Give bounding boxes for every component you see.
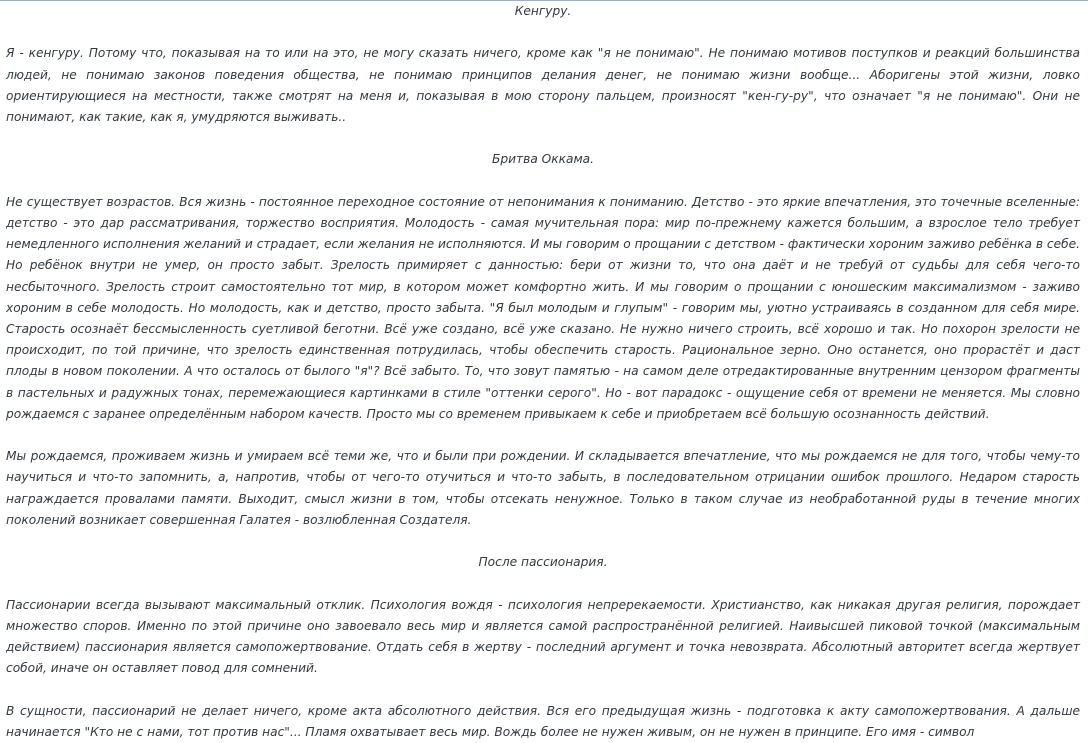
- section-heading-occam: Бритва Оккама.: [492, 152, 594, 167]
- paragraph-passionary-2: В сущности, пассионарий не делает ничего, кроме акта абсолютного действия. Вся его предыдущая жизнь - подготовка к акту самопожертвования. А дальше начинается "Кто не с нами, тот против нас"... Пламя охватывает весь мир. Вождь более не нужен живым, он не нужен в принципе. Его имя - символ: [6, 703, 1080, 739]
- spacer: [6, 679, 1080, 700]
- section-heading-kangaroo: Кенгуру.: [514, 4, 572, 18]
- paragraph-occam-1: Не существует возрастов. Вся жизнь - постоянное переходное состояние от непонимания к пониманию. Детство - это яркие впечатления, это точечные вселенные: детство - это дар рассматривания, торжество восприятия. Молодость - самая мучительная пора: мир по-прежнему кажется большим, а взрослое тело требует немедленного исполнения желаний и страдает, если желания не исполняются. И мы говорим о прощании с детством - фактически хороним заживо ребёнка в себе. Но ребёнок внутри не умер, он просто забыт. Зрелость примиряет с данностью: бери от жизни то, что она даёт и не требуй от судьбы для себя чего-то несбыточного. Зрелость строит самостоятельно тот мир, в котором может комфортно жить. И мы говорим о прощании с юношеским максимализмом - заживо хороним в себе молодость. Но молодость, как и детство, просто забыта. "Я был молодым и глупым" - говорим мы, уютно устраиваясь в созданном для себя мире. Старость осознаёт бессмысленность суетливой беготни. Всё уже создано, всё уже сказано. Не нужно ничего строить, всё хорошо и так. Но похорон зрелости не происходит, по той причине, что зрелость единственная потрудилась, чтобы обеспечить старость. Рациональное зерно. Оно останется, оно прорастёт и даст плоды в новом поколении. А что осталось от былого "я"? Всё забыто. То, что зовут памятью - на самом деле отредактированные внутренним цензором фрагменты в пастельных и радужных тонах, перемежающиеся картинками в стиле "оттенки серого". Но - вот парадокс - ощущение себя от времени не меняется. Мы словно рождаемся с заранее определённым набором качеств. Просто мы со временем привыкаем к себе и приобретаем всё большую осознанность действий.: [6, 194, 1080, 421]
- section-heading-passionary: После пассионария.: [478, 555, 608, 570]
- document-body: [6, 1, 1080, 743]
- spacer: [6, 171, 1080, 192]
- spacer: [6, 573, 1080, 594]
- paragraph-occam-2: Мы рождаемся, проживаем жизнь и умираем всё теми же, что и были при рождении. И складывается впечатление, что мы рождаемся не для того, чтобы чему-то научиться и что-то запомнить, а, напротив, чтобы от чего-то отучиться и что-то забыть, в последовательном отрицании ошибок прошлого. Недаром старость награждается провалами памяти. Выходит, смысл жизни в том, чтобы отсекать ненужное. Только в таком случае из необработанной руды в течение многих поколений возникает совершенная Галатея - возлюбленная Создателя.: [6, 449, 1080, 527]
- spacer: [6, 128, 1080, 149]
- spacer: [6, 425, 1080, 446]
- paragraph-kangaroo: Я - кенгуру. Потому что, показывая на то или на это, не могу сказать ничего, кроме как "я не понимаю". Не понимаю мотивов поступков и реакций большинства людей, не понимаю законов поведения общества, не понимаю принципов делания денег, не понимаю жизни вообще... Аборигены этой жизни, ловко ориентирующиеся на местности, также смотрят на меня и, показывая в мою сторону пальцем, произносят "кен-гу-ру", что означает "я не понимаю". Они не понимают, как такие, как я, умудряются выживать..: [6, 46, 1080, 124]
- spacer: [6, 531, 1080, 552]
- spacer: [6, 22, 1080, 43]
- paragraph-passionary-1: Пассионарии всегда вызывают максимальный отклик. Психология вождя - психология непререкаемости. Христианство, как никакая другая религия, порождает множество споров. Именно по этой причине оно завоевало весь мир и является самой распространённой религией. Наивысшей пиковой точкой (максимальным действием) пассионария является самопожертвование. Отдать себя в жертву - последний аргумент и точка невозврата. Абсолютный авторитет всегда жертвует собой, иначе он оставляет повод для сомнений.: [6, 597, 1080, 676]
